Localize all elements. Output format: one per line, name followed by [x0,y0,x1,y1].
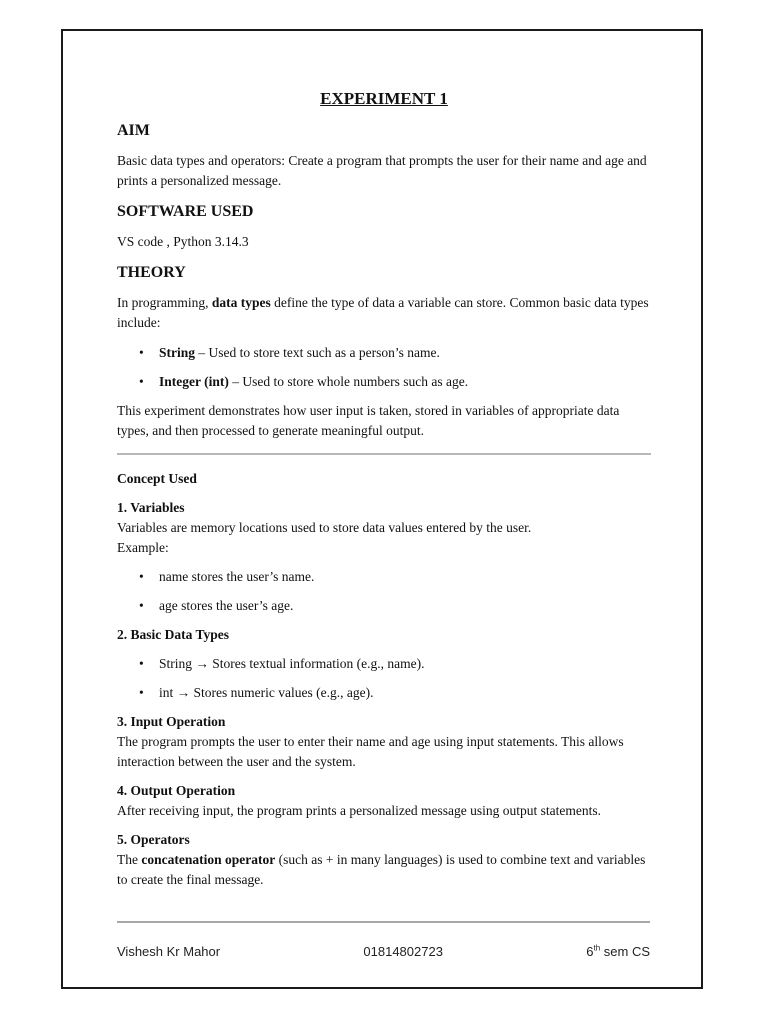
operators-pre: The [117,852,142,867]
input-operation-heading: 3. Input Operation [117,714,226,729]
aim-heading: AIM [117,122,150,139]
list-item [117,683,651,703]
bullet-icon: • [139,685,144,700]
variables-section [117,498,651,558]
bullet-text: – Used to store whole numbers such as age. [228,374,469,389]
bullet-text: name stores the user’s name. [159,569,315,584]
operators-heading: 5. Operators [117,832,190,847]
aim-text: Basic data types and operators: Create a program that prompts the user for their name and age and prints a personalized message. [117,153,647,188]
footer-roll-number: 01814802723 [363,944,443,959]
variables-bullet-list [117,567,651,616]
bullet-icon: • [139,374,144,389]
bullet-text: String → Stores textual information (e.g., name). [159,656,425,671]
theory-closing: This experiment demonstrates how user input is taken, stored in variables of appropriate data types, and then processed to generate meaningful output. [117,403,620,438]
list-item [117,596,651,616]
bullet-icon: • [139,345,144,360]
output-operation-heading: 4. Output Operation [117,783,236,798]
bullet-icon: • [139,569,144,584]
experiment-title: EXPERIMENT 1 [320,89,448,108]
section-divider [117,453,651,455]
bullet-bold: String [159,345,196,360]
data-types-heading: 2. Basic Data Types [117,627,230,642]
operators-text [117,850,651,890]
bullet-text: age stores the user’s age. [159,598,294,613]
operators-section [117,830,651,890]
theory-heading: THEORY [117,264,186,281]
operators-bold: concatenation operator [141,852,276,867]
operators-post: (such as + in many languages) is used to combine text and variables to create the final message. [117,852,646,887]
variables-text: Variables are memory locations used to store data values entered by the user. [117,520,532,535]
semester-suffix: th [593,943,601,953]
theory-intro [117,293,651,333]
theory-intro-bold: data types [211,295,271,310]
variables-heading: 1. Variables [117,500,185,515]
theory-intro-pre: In programming, [117,295,212,310]
output-operation-text: After receiving input, the program prints a personalized message using output statements. [117,803,601,818]
theory-intro-post: define the type of data a variable can store. Common basic data types include: [117,295,649,330]
input-operation-section [117,712,651,772]
concept-title: Concept Used [117,471,197,486]
bullet-text: – Used to store text such as a person’s name. [195,345,440,360]
list-item [117,343,651,363]
semester-label: sem CS [600,944,650,959]
bullet-text: int → Stores numeric values (e.g., age). [159,685,374,700]
software-heading: SOFTWARE USED [117,203,254,220]
data-types-bullet-list [117,654,651,703]
output-operation-section [117,781,651,821]
footer-semester [586,943,650,961]
document-body [117,88,651,899]
input-operation-text: The program prompts the user to enter their name and age using input statements. This allows interaction between the user and the system. [117,734,624,769]
data-types-section [117,625,651,645]
footer [117,943,650,961]
list-item [117,567,651,587]
software-text: VS code , Python 3.14.3 [117,234,249,249]
semester-number: 6 [586,944,594,959]
bullet-icon: • [139,656,144,671]
theory-bullet-list [117,343,651,392]
list-item [117,372,651,392]
example-label: Example: [117,540,169,555]
list-item [117,654,651,674]
footer-divider [117,921,650,923]
footer-name: Vishesh Kr Mahor [117,944,221,959]
bullet-bold: Integer (int) [159,374,229,389]
bullet-icon: • [139,598,144,613]
